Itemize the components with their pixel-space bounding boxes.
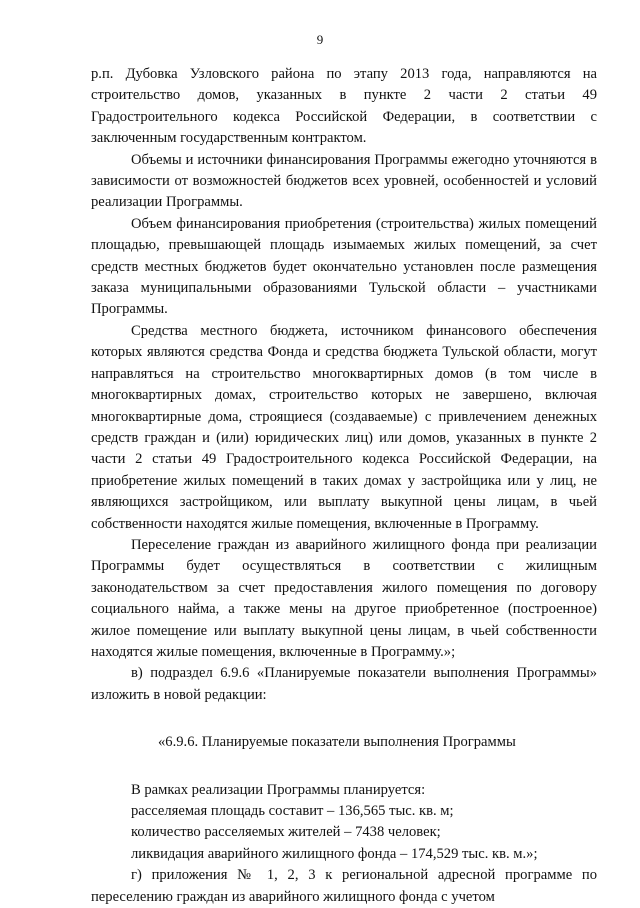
paragraph-local-budget-funds: Средства местного бюджета, источником финансового обеспечения которых являются средства Фонда и средства бюджета Тульской области, могут направляться на строительство многоквартирных домов (в том числе в многоквартирных домах, строительство которых не завершено, включая многоквартирные дома, строящиеся (создаваемые) с привлечением денежных средств граждан и (или) юридических лиц) или домов, указанных в пункте 2 части 2 статьи 49 Градостроительного кодекса Российской Федерации, на приобретение жилых помещений в таких домах у застройщика или у лиц, не являющихся застройщиком, или выплату выкупной цены лицам, в чьей собственности находятся жилые помещения, включенные в Программу. [91, 322, 597, 532]
paragraph-resettlement: Переселение граждан из аварийного жилищного фонда при реализации Программы будет осуществляться в соответствии с жилищным законодательством за счет предоставления жилого помещения по договору социального найма, а также мены на другое приобретенное (построенное) жилое помещение или выплату выкупной цены лицам, в чьей собственности находятся жилые помещения, включенные в Программу.»; [91, 536, 597, 660]
plan-item-residents: количество расселяемых жителей – 7438 человек; [131, 824, 441, 841]
paragraph-funding-direction: р.п. Дубовка Узловского района по этапу 2013 года, направляются на строительство домов, указанных в пункте 2 части 2 статьи 49 Градостроительного кодекса Российской Федерации, в соответствии с заключенным государственным контрактом. [91, 66, 597, 147]
paragraph-subsection-amendment: в) подраздел 6.9.6 «Планируемые показатели выполнения Программы» изложить в новой редакции: [91, 665, 597, 703]
document-body [91, 64, 597, 908]
paragraph-funding-sources: Объемы и источники финансирования Программы ежегодно уточняются в зависимости от возможностей бюджетов всех уровней, особенностей и условий реализации Программы. [91, 151, 597, 211]
paragraph-excess-area-financing: Объем финансирования приобретения (строительства) жилых помещений площадью, превышающей площадь изымаемых жилых помещений, за счет средств местных бюджетов будет окончательно установлен после размещения заказа муниципальными образованиями Тульской области – участниками Программы. [91, 215, 597, 318]
plan-item-area: расселяемая площадь составит – 136,565 тыс. кв. м; [131, 803, 454, 819]
paragraph-appendices: г) приложения № 1, 2, 3 к региональной адресной программе по переселению граждан из аварийного жилищного фонда с учетом [91, 867, 597, 905]
page-number: 9 [316, 32, 324, 47]
plan-intro: В рамках реализации Программы планируется: [131, 781, 426, 798]
plan-item-liquidation: ликвидация аварийного жилищного фонда – 174,529 тыс. кв. м.»; [131, 845, 538, 862]
section-heading: «6.9.6. Планируемые показатели выполнения Программы [158, 734, 516, 751]
